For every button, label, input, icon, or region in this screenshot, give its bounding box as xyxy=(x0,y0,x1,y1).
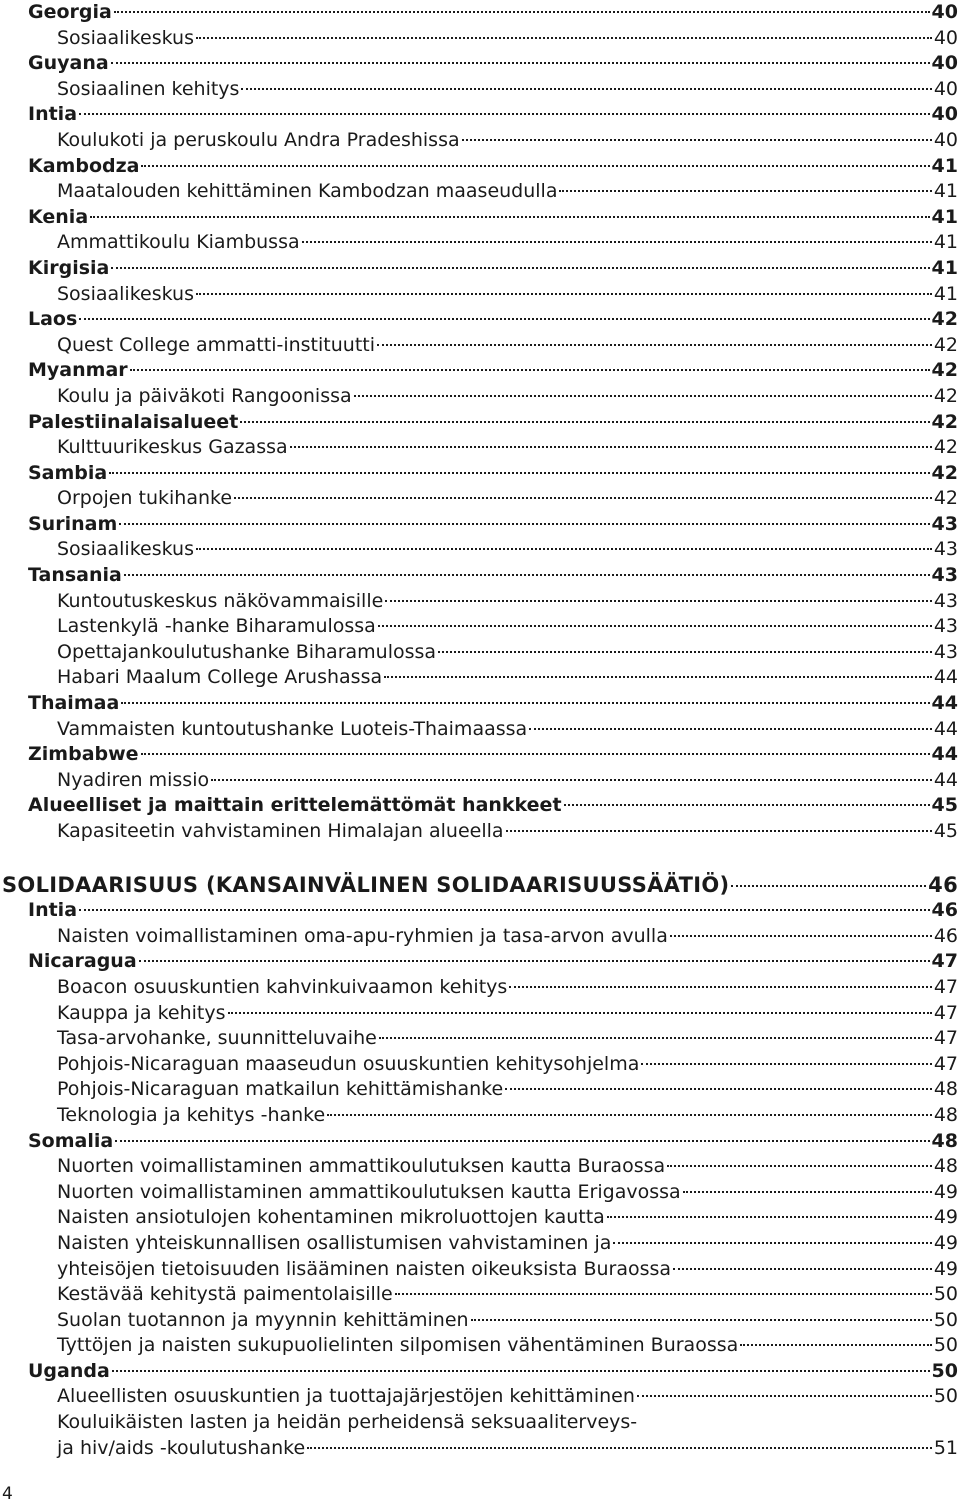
toc-country-entry xyxy=(28,898,958,924)
toc-page-number: 49 xyxy=(933,1180,958,1203)
toc-entry-label: Kauppa ja kehitys xyxy=(57,1001,226,1024)
toc-entry-label: Surinam xyxy=(28,512,118,535)
toc-page-number: 41 xyxy=(931,205,958,228)
toc-page-number: 42 xyxy=(933,333,958,356)
toc-entry-label: yhteisöjen tietoisuuden lisääminen naisten oikeuksista Buraossa xyxy=(57,1257,672,1280)
dot-leader xyxy=(307,1447,932,1449)
dot-leader xyxy=(384,676,932,678)
toc-page-number: 50 xyxy=(933,1308,958,1331)
toc-entry-label: Naisten yhteiskunnallisen osallistumisen vahvistaminen ja xyxy=(57,1231,612,1254)
toc-page-number: 47 xyxy=(931,950,958,973)
toc-item-entry xyxy=(28,1308,958,1334)
toc-item-entry xyxy=(28,486,958,512)
toc-page-number: 41 xyxy=(931,154,958,177)
toc-entry-label: Palestiinalaisalueet xyxy=(28,410,239,433)
dot-leader xyxy=(438,651,932,653)
toc-item-entry xyxy=(28,179,958,205)
toc-page-number: 47 xyxy=(933,1027,958,1050)
dot-leader xyxy=(112,1370,930,1372)
toc-entry-label: Guyana xyxy=(28,52,109,75)
dot-leader xyxy=(196,37,932,39)
toc-entry-label: Boacon osuuskuntien kahvinkuivaamon kehitys xyxy=(57,975,508,998)
dot-leader xyxy=(302,241,932,243)
dot-leader xyxy=(141,753,930,755)
toc-page-number: 44 xyxy=(933,666,958,689)
toc-page-number: 43 xyxy=(931,512,958,535)
toc-entry-label: Suolan tuotannon ja myynnin kehittäminen xyxy=(57,1308,469,1331)
toc-entry-label: Nyadiren missio xyxy=(57,768,210,791)
toc-entry-label: Laos xyxy=(28,308,78,331)
toc-entry-label: Uganda xyxy=(28,1359,110,1382)
toc-item-entry xyxy=(28,1026,958,1052)
toc-country-entry xyxy=(28,256,958,282)
toc-item-entry xyxy=(28,768,958,794)
dot-leader xyxy=(111,62,930,64)
toc-entry-label: Kuntoutuskeskus näkövammaisille xyxy=(57,589,384,612)
toc-page-number: 44 xyxy=(931,692,958,715)
toc-page-number: 49 xyxy=(933,1206,958,1229)
toc-page-number: 48 xyxy=(933,1155,958,1178)
toc-page-number: 42 xyxy=(931,410,958,433)
toc-page-number: 46 xyxy=(931,899,958,922)
toc-entry-label: Naisten voimallistaminen oma-apu-ryhmien ja tasa-arvon avulla xyxy=(57,924,668,947)
toc-item-entry xyxy=(28,1077,958,1103)
toc-item-entry xyxy=(28,1001,958,1027)
dot-leader xyxy=(462,139,932,141)
toc-entry-label: SOLIDAARISUUS (KANSAINVÄLINEN SOLIDAARISUUSSÄÄTIÖ) xyxy=(2,872,730,897)
toc-item-entry xyxy=(28,282,958,308)
toc-page-number: 49 xyxy=(933,1231,958,1254)
toc-page-number: 43 xyxy=(933,640,958,663)
toc-page-number: 48 xyxy=(933,1078,958,1101)
toc-item-entry xyxy=(28,1257,958,1283)
dot-leader xyxy=(379,1037,932,1039)
dot-leader xyxy=(354,395,932,397)
dot-leader xyxy=(395,1293,932,1295)
toc-entry-label: Tyttöjen ja naisten sukupuolielinten silpomisen vähentäminen Buraossa xyxy=(57,1334,739,1357)
dot-leader xyxy=(529,728,932,730)
toc-page-number: 46 xyxy=(933,924,958,947)
dot-leader xyxy=(111,267,929,269)
dot-leader xyxy=(196,548,932,550)
dot-leader xyxy=(115,1140,929,1142)
toc-page-number: 43 xyxy=(933,589,958,612)
dot-leader xyxy=(505,1088,932,1090)
toc-page-number: 49 xyxy=(933,1257,958,1280)
dot-leader xyxy=(114,11,930,13)
dot-leader xyxy=(109,472,929,474)
toc-section-heading xyxy=(2,873,958,899)
toc-entry-label: Sosiaalikeskus xyxy=(57,26,194,49)
toc-country-entry xyxy=(28,205,958,231)
toc-page-number: 41 xyxy=(933,231,958,254)
toc-country-entry xyxy=(28,949,958,975)
toc-entry-label: Sosiaalikeskus xyxy=(57,538,194,561)
page-number: 4 xyxy=(2,1484,13,1504)
toc-entry-label: ja hiv/aids -koulutushanke xyxy=(57,1436,306,1459)
toc-item-entry xyxy=(28,1154,958,1180)
dot-leader xyxy=(79,318,929,320)
toc-item-entry xyxy=(28,1052,958,1078)
toc-country-entry xyxy=(28,742,958,768)
table-of-contents xyxy=(2,0,958,1461)
toc-page-number: 42 xyxy=(933,384,958,407)
toc-item-entry xyxy=(28,1282,958,1308)
toc-entry-label: Pohjois-Nicaraguan maaseudun osuuskuntien kehitysohjelma xyxy=(57,1052,640,1075)
dot-leader xyxy=(637,1395,932,1397)
toc-item-entry xyxy=(28,1384,958,1410)
toc-entry-label: Vammaisten kuntoutushanke Luoteis-Thaimaassa xyxy=(57,717,528,740)
toc-entry-label: Koulu ja päiväkoti Rangoonissa xyxy=(57,384,352,407)
toc-page-number: 47 xyxy=(933,975,958,998)
dot-leader xyxy=(79,909,930,911)
toc-item-entry xyxy=(28,1205,958,1231)
dot-leader xyxy=(607,1216,932,1218)
toc-item-entry xyxy=(28,1180,958,1206)
toc-entry-label: Kapasiteetin vahvistaminen Himalajan alueella xyxy=(57,820,504,842)
toc-page-number: 44 xyxy=(931,743,958,766)
toc-entry-label: Kouluikäisten lasten ja heidän perheidensä seksuaaliterveys- xyxy=(57,1411,638,1434)
toc-entry-label: Maatalouden kehittäminen Kambodzan maaseudulla xyxy=(57,180,558,203)
toc-item-entry xyxy=(28,614,958,640)
dot-leader xyxy=(124,574,930,576)
toc-page-number: 45 xyxy=(931,794,958,817)
toc-entry-label: Quest College ammatti-instituutti xyxy=(57,333,375,356)
dot-leader xyxy=(90,216,929,218)
toc-country-entry xyxy=(28,154,958,180)
toc-entry-label: Habari Maalum College Arushassa xyxy=(57,666,383,689)
toc-page-number: 50 xyxy=(933,1334,958,1357)
dot-leader xyxy=(290,446,932,448)
toc-entry-label: Nicaragua xyxy=(28,950,137,973)
dot-leader xyxy=(509,986,932,988)
toc-country-entry xyxy=(28,358,958,384)
toc-page-number: 42 xyxy=(931,308,958,331)
toc-entry-label: Orpojen tukihanke xyxy=(57,487,233,510)
toc-item-entry xyxy=(28,537,958,563)
toc-page-number: 41 xyxy=(931,256,958,279)
toc-entry-label: Sambia xyxy=(28,461,108,484)
toc-entry-label: Alueellisten osuuskuntien ja tuottajajärjestöjen kehittäminen xyxy=(57,1385,635,1408)
dot-leader xyxy=(139,960,930,962)
toc-entry-label: Sosiaalikeskus xyxy=(57,282,194,305)
toc-country-entry xyxy=(28,1359,958,1385)
toc-page-number: 47 xyxy=(933,1052,958,1075)
dot-leader xyxy=(683,1191,932,1193)
dot-leader xyxy=(613,1242,931,1244)
toc-country-entry xyxy=(28,102,958,128)
dot-leader xyxy=(673,1268,932,1270)
toc-item-entry xyxy=(28,924,958,950)
toc-country-entry xyxy=(28,51,958,77)
toc-item-entry xyxy=(28,1103,958,1129)
toc-page-number: 41 xyxy=(933,180,958,203)
toc-entry-label: Naisten ansiotulojen kohentaminen mikroluottojen kautta xyxy=(57,1206,605,1229)
toc-item-entry xyxy=(28,128,958,154)
toc-entry-label: Kestävää kehitystä paimentolaisille xyxy=(57,1283,393,1306)
toc-page-number: 43 xyxy=(931,564,958,587)
toc-entry-label: Alueelliset ja maittain erittelemättömät hankkeet xyxy=(28,794,562,817)
toc-entry-label: Intia xyxy=(28,103,78,126)
toc-entry-label: Intia xyxy=(28,899,78,922)
toc-item-entry xyxy=(28,230,958,256)
dot-leader xyxy=(506,830,932,832)
toc-page-number: 51 xyxy=(933,1436,958,1459)
toc-page-number: 48 xyxy=(933,1103,958,1126)
toc-page-number: 42 xyxy=(931,359,958,382)
toc-page-number: 43 xyxy=(933,615,958,638)
toc-entry-label: Georgia xyxy=(28,1,112,23)
dot-leader xyxy=(378,625,932,627)
dot-leader xyxy=(211,779,932,781)
toc-country-entry xyxy=(28,563,958,589)
toc-entry-label: Myanmar xyxy=(28,359,128,382)
toc-page-number: 40 xyxy=(933,77,958,100)
toc-page-number: 42 xyxy=(933,436,958,459)
dot-leader xyxy=(228,1012,932,1014)
dot-leader xyxy=(731,885,926,887)
toc-item-entry xyxy=(28,1231,958,1257)
toc-item-entry xyxy=(28,589,958,615)
toc-entry-label: Somalia xyxy=(28,1129,114,1152)
toc-item-entry xyxy=(28,819,958,845)
toc-item-entry xyxy=(28,1410,958,1436)
dot-leader xyxy=(641,1063,931,1065)
toc-entry-label: Nuorten voimallistaminen ammattikoulutuksen kautta Buraossa xyxy=(57,1155,666,1178)
toc-page-number: 44 xyxy=(933,768,958,791)
toc-item-entry xyxy=(28,333,958,359)
toc-country-entry xyxy=(28,691,958,717)
dot-leader xyxy=(471,1319,932,1321)
toc-item-entry xyxy=(28,665,958,691)
toc-item-entry xyxy=(28,640,958,666)
toc-page-number: 50 xyxy=(933,1283,958,1306)
dot-leader xyxy=(667,1165,932,1167)
toc-entry-label: Thaimaa xyxy=(28,692,120,715)
toc-entry-label: Koulukoti ja peruskoulu Andra Pradeshissa xyxy=(57,128,460,151)
toc-country-entry xyxy=(28,461,958,487)
toc-entry-label: Kulttuurikeskus Gazassa xyxy=(57,436,288,459)
dot-leader xyxy=(130,369,930,371)
dot-leader xyxy=(234,497,932,499)
toc-page-number: 45 xyxy=(933,820,958,842)
toc-entry-label: Pohjois-Nicaraguan matkailun kehittämishanke xyxy=(57,1078,504,1101)
dot-leader xyxy=(670,935,932,937)
toc-page-number: 40 xyxy=(931,103,958,126)
toc-entry-label: Lastenkylä -hanke Biharamulossa xyxy=(57,615,376,638)
dot-leader xyxy=(241,88,931,90)
toc-page-number: 40 xyxy=(931,1,958,23)
dot-leader xyxy=(385,600,932,602)
dot-leader xyxy=(119,523,929,525)
toc-country-entry xyxy=(28,307,958,333)
toc-page-number: 40 xyxy=(933,26,958,49)
toc-page-number: 46 xyxy=(928,872,958,897)
dot-leader xyxy=(564,804,930,806)
dot-leader xyxy=(141,165,929,167)
toc-entry-label: Kambodza xyxy=(28,154,140,177)
toc-page-number: 43 xyxy=(933,538,958,561)
toc-entry-label: Zimbabwe xyxy=(28,743,139,766)
toc-entry-label: Tasa-arvohanke, suunnitteluvaihe xyxy=(57,1027,377,1050)
dot-leader xyxy=(740,1344,932,1346)
dot-leader xyxy=(196,293,932,295)
toc-entry-label: Ammattikoulu Kiambussa xyxy=(57,231,300,254)
dot-leader xyxy=(79,113,930,115)
toc-entry-label: Sosiaalinen kehitys xyxy=(57,77,240,100)
toc-page-number: 48 xyxy=(931,1129,958,1152)
toc-country-entry xyxy=(28,793,958,819)
toc-entry-label: Kenia xyxy=(28,205,89,228)
toc-entry-label: Kirgisia xyxy=(28,256,110,279)
toc-page-number: 40 xyxy=(931,52,958,75)
toc-page-number: 47 xyxy=(933,1001,958,1024)
toc-item-entry xyxy=(28,435,958,461)
toc-item-entry xyxy=(28,975,958,1001)
toc-page-number: 50 xyxy=(931,1359,958,1382)
toc-country-entry xyxy=(28,0,958,26)
dot-leader xyxy=(121,702,929,704)
dot-leader xyxy=(559,190,931,192)
toc-page-number: 41 xyxy=(933,282,958,305)
toc-page-number: 44 xyxy=(933,717,958,740)
toc-item-entry xyxy=(28,384,958,410)
toc-page-number: 40 xyxy=(933,128,958,151)
toc-country-entry xyxy=(28,1129,958,1155)
toc-entry-label: Teknologia ja kehitys -hanke xyxy=(57,1103,326,1126)
dot-leader xyxy=(377,344,932,346)
toc-item-entry xyxy=(28,77,958,103)
toc-entry-label: Nuorten voimallistaminen ammattikoulutuksen kautta Erigavossa xyxy=(57,1180,681,1203)
toc-page-number: 50 xyxy=(933,1385,958,1408)
toc-entry-label: Tansania xyxy=(28,564,122,587)
toc-page-number: 42 xyxy=(931,461,958,484)
dot-leader xyxy=(327,1114,932,1116)
toc-item-entry xyxy=(28,717,958,743)
toc-entry-label: Opettajankoulutushanke Biharamulossa xyxy=(57,640,437,663)
toc-item-entry xyxy=(28,26,958,52)
dot-leader xyxy=(240,421,929,423)
toc-page-number: 42 xyxy=(933,487,958,510)
toc-country-entry xyxy=(28,410,958,436)
toc-country-entry xyxy=(28,512,958,538)
toc-item-entry xyxy=(28,1333,958,1359)
toc-item-entry xyxy=(28,1436,958,1462)
